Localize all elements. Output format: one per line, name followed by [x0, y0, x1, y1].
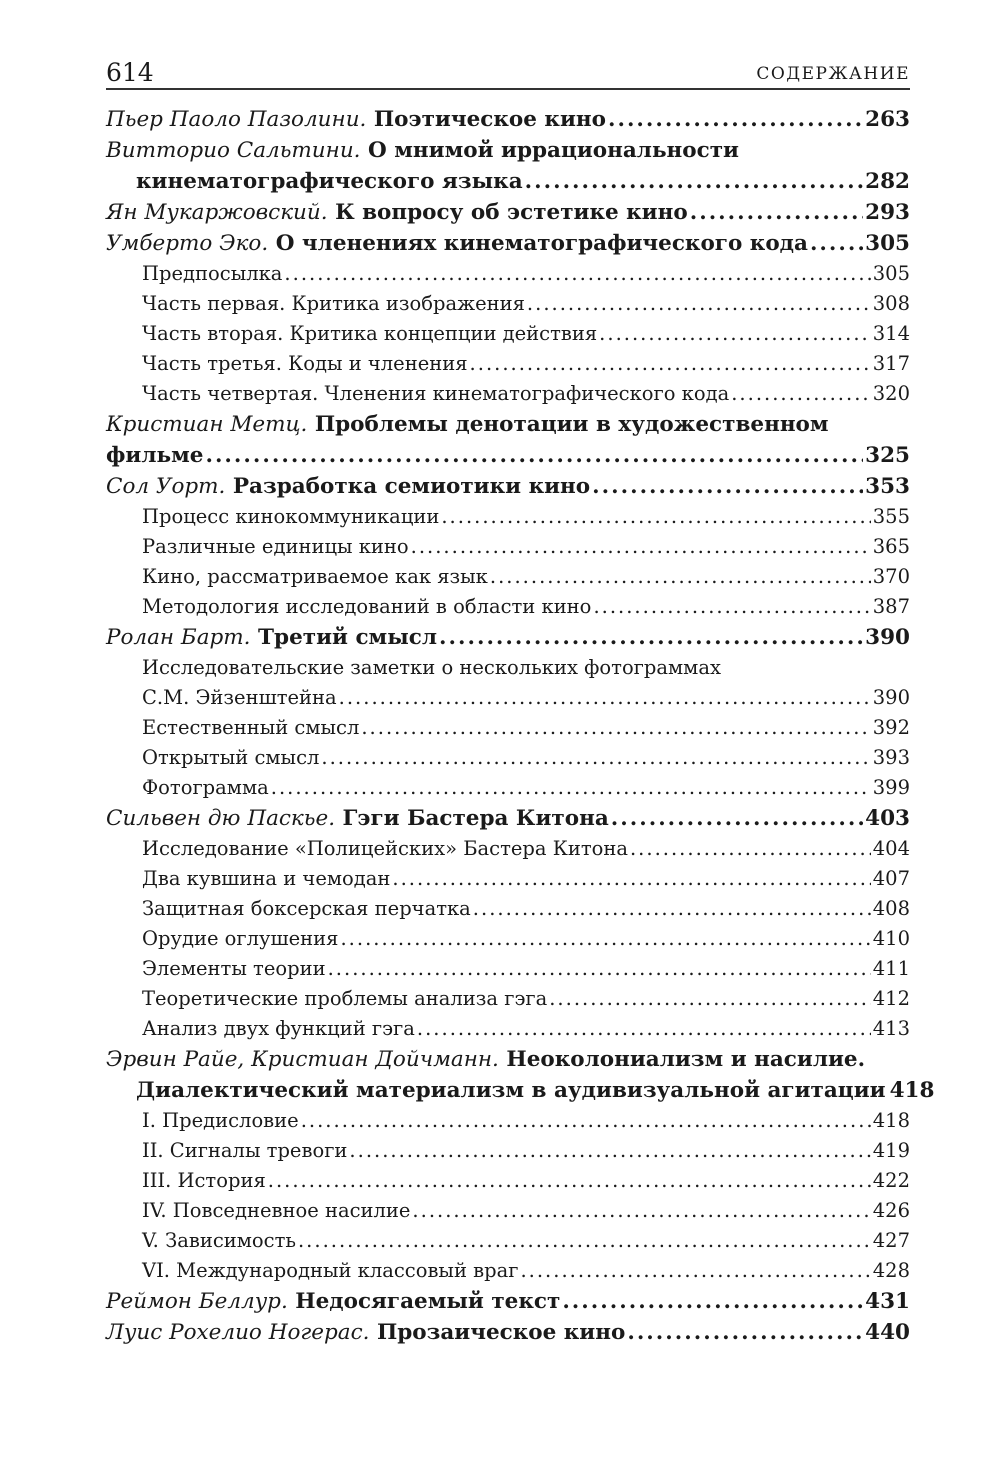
page-ref: 390 — [872, 686, 910, 709]
toc-line — [142, 773, 910, 803]
dot-leader — [205, 440, 863, 471]
subentry-title: Методология исследований в области кино — [142, 595, 592, 618]
toc-subentry — [106, 289, 910, 319]
dot-leader — [301, 1106, 871, 1136]
entry-author: Кристиан Метц. — [106, 412, 308, 437]
page-ref: 370 — [872, 565, 910, 588]
dot-leader — [417, 1014, 871, 1044]
entry-author: Сильвен дю Паскье. — [106, 806, 336, 831]
entry-author: Умберто Эко. — [106, 231, 269, 256]
toc-line-text — [142, 773, 269, 803]
entry-title: Третий смысл — [258, 625, 438, 650]
running-header — [106, 52, 910, 90]
toc-line-text — [142, 319, 597, 349]
toc-line-text — [142, 532, 409, 562]
subentry-title: V. Зависимость — [142, 1229, 296, 1252]
section-title: СОДЕРЖАНИЕ — [756, 64, 910, 84]
dot-leader — [611, 803, 863, 834]
page-ref: 411 — [872, 957, 910, 980]
toc-line — [142, 592, 910, 622]
toc-line-text — [142, 743, 319, 773]
subentry-title: VI. Международный классовый враг — [142, 1259, 519, 1282]
dot-leader — [441, 502, 870, 532]
toc-line-text — [106, 1286, 560, 1317]
page-ref: 393 — [872, 746, 910, 769]
toc-entry — [106, 409, 910, 471]
toc-line-text — [106, 1317, 625, 1348]
subentry-title: II. Сигналы тревоги — [142, 1139, 348, 1162]
toc-subentry — [106, 773, 910, 803]
toc-entry — [106, 197, 910, 228]
toc-subentry — [106, 1256, 910, 1286]
page — [106, 52, 935, 1348]
toc-line-text — [142, 1166, 266, 1196]
toc-subentry — [106, 1136, 910, 1166]
entry-author: Пьер Паоло Пазолини. — [106, 107, 367, 132]
subentry-title: III. История — [142, 1169, 266, 1192]
toc-subentry — [106, 954, 910, 984]
toc-line — [106, 228, 910, 259]
toc-line — [106, 1317, 910, 1348]
entry-title: Прозаическое кино — [376, 1320, 626, 1345]
toc-line-text — [142, 349, 468, 379]
page-ref: 408 — [872, 897, 910, 920]
dot-leader — [284, 259, 870, 289]
subentry-title: Открытый смысл — [142, 746, 320, 769]
toc-line — [142, 1166, 910, 1196]
toc-line-text — [142, 864, 390, 894]
entry-title: Проблемы денотации в художественном — [314, 412, 829, 437]
toc-line-text — [106, 440, 203, 471]
subentry-title: Часть четвертая. Членения кинематографического кода — [142, 382, 730, 405]
toc-line-text — [142, 1106, 299, 1136]
toc-subentry — [106, 1166, 910, 1196]
toc-line — [106, 409, 910, 440]
dot-leader — [525, 166, 863, 197]
toc-entry — [106, 228, 910, 259]
dot-leader — [562, 1286, 863, 1317]
subentry-title: Часть третья. Коды и членения — [142, 352, 468, 375]
subentry-title: Часть первая. Критика изображения — [142, 292, 525, 315]
toc-line-text — [142, 984, 547, 1014]
subentry-title: Элементы теории — [142, 957, 326, 980]
page-ref: 399 — [872, 776, 910, 799]
toc-line-text — [142, 289, 525, 319]
dot-leader — [593, 592, 870, 622]
subentry-title: Анализ двух функций гэга — [142, 1017, 415, 1040]
toc-line — [142, 743, 910, 773]
toc-line — [142, 653, 910, 683]
dot-leader — [412, 1196, 870, 1226]
dot-leader — [520, 1256, 870, 1286]
dot-leader — [271, 773, 871, 803]
page-ref: 263 — [865, 107, 910, 132]
page-ref: 440 — [865, 1320, 910, 1345]
toc-entry — [106, 803, 910, 834]
toc-line — [142, 834, 910, 864]
toc-entry — [106, 104, 910, 135]
subentry-title: Процесс кинокоммуникации — [142, 505, 440, 528]
dot-leader — [298, 1226, 871, 1256]
toc-line-text — [106, 622, 437, 653]
subentry-title-continued: С.М. Эйзенштейна — [142, 686, 337, 709]
dot-leader — [321, 743, 870, 773]
subentry-title: Часть вторая. Критика концепции действия — [142, 322, 598, 345]
dot-leader — [810, 228, 863, 259]
entry-author: Сол Уорт. — [106, 474, 226, 499]
dot-leader — [473, 894, 871, 924]
page-ref: 427 — [872, 1229, 910, 1252]
page-ref: 293 — [865, 200, 910, 225]
subentry-title: IV. Повседневное насилие — [142, 1199, 411, 1222]
entry-title: К вопросу об эстетике кино — [335, 200, 688, 225]
toc-line-text — [142, 954, 326, 984]
toc-line — [106, 1044, 910, 1075]
page-ref: 365 — [872, 535, 910, 558]
toc-subentry — [106, 894, 910, 924]
entry-title-continued: Диалектический материализм в аудивизуальной агитации — [136, 1078, 886, 1103]
toc-line — [142, 1136, 910, 1166]
toc-subentry — [106, 502, 910, 532]
page-ref: 428 — [872, 1259, 910, 1282]
dot-leader — [340, 924, 870, 954]
toc-line — [106, 104, 910, 135]
toc-line — [142, 319, 910, 349]
entry-author: Луис Рохелио Ногерас. — [106, 1320, 370, 1345]
toc-line-text — [142, 1014, 415, 1044]
toc-line — [142, 502, 910, 532]
subentry-title: Два кувшина и чемодан — [142, 867, 391, 890]
dot-leader — [490, 562, 871, 592]
entry-title-continued: кинематографического языка — [136, 169, 523, 194]
page-ref: 355 — [872, 505, 910, 528]
toc-line — [106, 197, 910, 228]
toc-line-text — [106, 228, 808, 259]
toc-line — [106, 622, 910, 653]
toc-line-text — [106, 471, 590, 502]
toc-subentry — [106, 349, 910, 379]
dot-leader — [627, 1317, 863, 1348]
toc-line — [106, 166, 910, 197]
toc-subentry — [106, 1196, 910, 1226]
toc-entry — [106, 135, 910, 197]
dot-leader — [549, 984, 871, 1014]
toc-line — [142, 1014, 910, 1044]
entry-author: Реймон Беллур. — [106, 1289, 288, 1314]
dot-leader — [339, 683, 871, 713]
toc-line-text — [142, 562, 488, 592]
page-ref: 407 — [872, 867, 910, 890]
toc-line — [106, 471, 910, 502]
toc-line — [142, 349, 910, 379]
page-ref: 325 — [865, 443, 910, 468]
toc-subentry — [106, 713, 910, 743]
toc-line — [106, 440, 910, 471]
toc-line-text — [142, 1226, 296, 1256]
entry-author: Ролан Барт. — [106, 625, 251, 650]
toc-line-text — [142, 683, 337, 713]
toc-line — [142, 1196, 910, 1226]
toc-line-text — [142, 1256, 518, 1286]
toc-subentry — [106, 592, 910, 622]
toc-subentry — [106, 984, 910, 1014]
toc-entry — [106, 1044, 935, 1106]
toc-subentry — [106, 259, 910, 289]
dot-leader — [328, 954, 871, 984]
toc-line — [142, 379, 910, 409]
subentry-title: Орудие оглушения — [142, 927, 339, 950]
entry-author: Ян Мукаржовский. — [106, 200, 328, 225]
toc-line-text — [142, 713, 359, 743]
dot-leader — [411, 532, 871, 562]
subentry-title: I. Предисловие — [142, 1109, 299, 1132]
dot-leader — [690, 197, 863, 228]
page-ref: 353 — [865, 474, 910, 499]
entry-title-continued: фильме — [106, 443, 204, 468]
page-ref: 419 — [872, 1139, 910, 1162]
toc-line — [142, 532, 910, 562]
dot-leader — [349, 1136, 870, 1166]
toc-line — [142, 1256, 910, 1286]
toc-line — [142, 1226, 910, 1256]
page-ref: 320 — [872, 382, 910, 405]
toc-subentry — [106, 379, 910, 409]
toc-subentry — [106, 1014, 910, 1044]
page-ref: 418 — [872, 1109, 910, 1132]
toc-line — [142, 894, 910, 924]
dot-leader — [392, 864, 870, 894]
page-ref: 308 — [872, 292, 910, 315]
page-ref: 422 — [872, 1169, 910, 1192]
toc-entry — [106, 1286, 910, 1317]
entry-author: Эрвин Райе, Кристиан Дойчманн. — [106, 1047, 499, 1072]
toc-line-text — [142, 1196, 410, 1226]
page-ref: 413 — [872, 1017, 910, 1040]
toc-line-text — [136, 166, 523, 197]
toc-subentry — [106, 834, 910, 864]
toc-line — [106, 1075, 935, 1106]
toc-subentry — [106, 1106, 910, 1136]
toc-line — [106, 1286, 910, 1317]
dot-leader — [630, 834, 871, 864]
toc-line-text — [142, 834, 628, 864]
toc-line — [106, 803, 910, 834]
dot-leader — [439, 622, 863, 653]
toc-line-text — [142, 924, 338, 954]
toc-line — [142, 924, 910, 954]
entry-author: Витторио Сальтини. — [106, 138, 361, 163]
toc-line-text — [106, 803, 609, 834]
toc-line — [142, 259, 910, 289]
toc-line — [106, 135, 910, 166]
toc-line — [142, 1106, 910, 1136]
page-number: 614 — [106, 58, 154, 87]
subentry-title: Предпосылка — [142, 262, 283, 285]
toc-line — [142, 683, 910, 713]
toc-line-text — [106, 104, 606, 135]
dot-leader — [361, 713, 870, 743]
toc-subentry — [106, 653, 910, 713]
dot-leader — [731, 379, 871, 409]
dot-leader — [268, 1166, 871, 1196]
page-ref: 404 — [872, 837, 910, 860]
toc-subentry — [106, 924, 910, 954]
page-ref: 282 — [865, 169, 910, 194]
toc-line-text — [136, 1075, 886, 1106]
page-ref: 387 — [872, 595, 910, 618]
toc-subentry — [106, 864, 910, 894]
page-ref: 305 — [872, 262, 910, 285]
page-ref: 410 — [872, 927, 910, 950]
entry-title: О мнимой иррациональности — [368, 138, 739, 163]
page-ref: 403 — [865, 806, 910, 831]
toc-line-text — [142, 502, 439, 532]
toc-line — [142, 713, 910, 743]
entry-title: Гэги Бастера Китона — [342, 806, 609, 831]
dot-leader — [470, 349, 871, 379]
toc-entry — [106, 471, 910, 502]
entry-title: Поэтическое кино — [373, 107, 606, 132]
toc-subentry — [106, 562, 910, 592]
subentry-title: Фотограмма — [142, 776, 269, 799]
subentry-title: Теоретические проблемы анализа гэга — [142, 987, 548, 1010]
toc-line-text — [142, 259, 282, 289]
dot-leader — [592, 471, 863, 502]
page-ref: 431 — [865, 1289, 910, 1314]
toc-line-text — [106, 197, 688, 228]
subentry-title: Кино, рассматриваемое как язык — [142, 565, 488, 588]
page-ref: 314 — [872, 322, 910, 345]
entry-title: Неоколониализм и насилие. — [506, 1047, 866, 1072]
dot-leader — [599, 319, 871, 349]
toc-line — [142, 984, 910, 1014]
page-ref: 426 — [872, 1199, 910, 1222]
subentry-title: Исследовательские заметки о нескольких фотограммах — [142, 656, 721, 679]
dot-leader — [608, 104, 863, 135]
page-ref: 418 — [889, 1078, 935, 1103]
subentry-title: Защитная боксерская перчатка — [142, 897, 471, 920]
entry-title: Недосягаемый текст — [295, 1289, 561, 1314]
page-ref: 412 — [872, 987, 910, 1010]
toc-line-text — [142, 1136, 347, 1166]
toc-line — [142, 864, 910, 894]
toc-entry — [106, 1317, 910, 1348]
toc-line-text — [142, 379, 729, 409]
toc-subentry — [106, 319, 910, 349]
page-ref: 392 — [872, 716, 910, 739]
table-of-contents — [106, 104, 935, 1348]
entry-title: Разработка семиотики кино — [232, 474, 591, 499]
page-ref: 317 — [872, 352, 910, 375]
dot-leader — [527, 289, 871, 319]
subentry-title: Исследование «Полицейских» Бастера Китона — [142, 837, 628, 860]
toc-line — [142, 562, 910, 592]
entry-title: О членениях кинематографического кода — [275, 231, 808, 256]
toc-entry — [106, 622, 910, 653]
subentry-title: Естественный смысл — [142, 716, 360, 739]
toc-subentry — [106, 1226, 910, 1256]
toc-subentry — [106, 532, 910, 562]
toc-line — [142, 954, 910, 984]
page-ref: 305 — [865, 231, 910, 256]
toc-line-text — [142, 894, 471, 924]
toc-line — [142, 289, 910, 319]
subentry-title: Различные единицы кино — [142, 535, 409, 558]
page-ref: 390 — [865, 625, 910, 650]
toc-line-text — [142, 592, 591, 622]
toc-subentry — [106, 743, 910, 773]
